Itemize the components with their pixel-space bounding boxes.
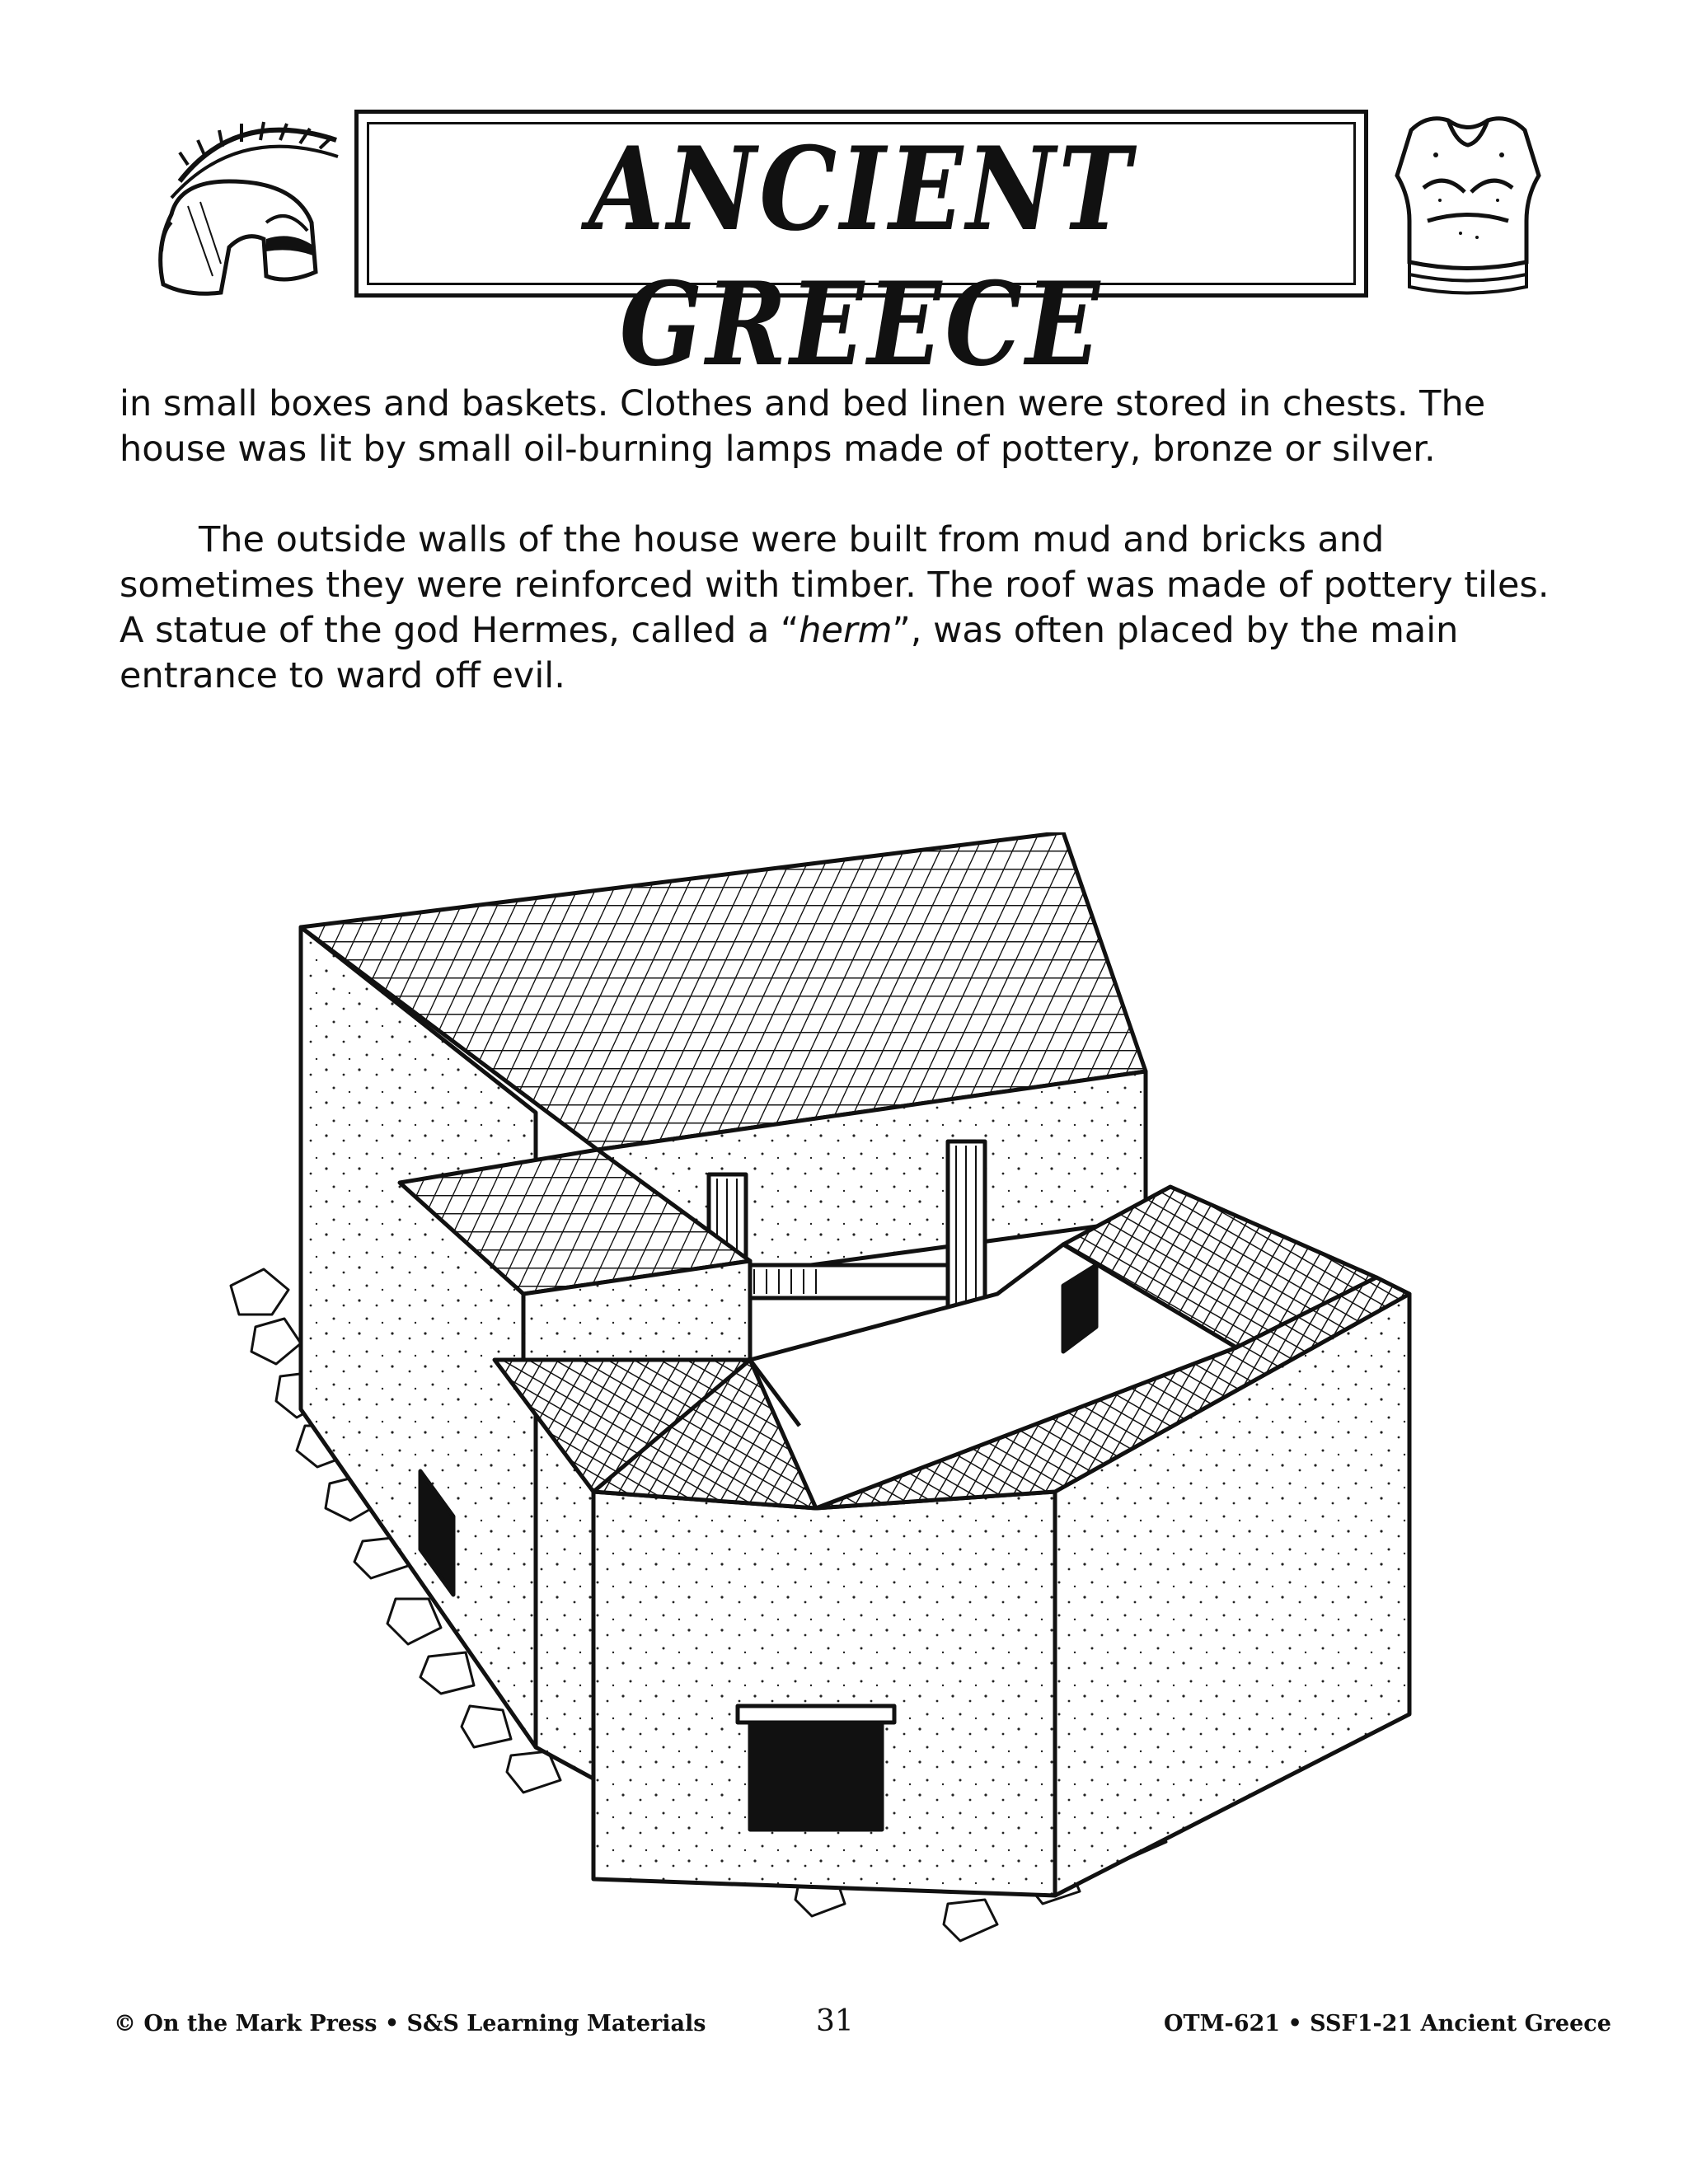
page-title: ANCIENT GREECE <box>588 120 1135 392</box>
paragraph-2 <box>120 518 1570 699</box>
paragraph-2-text: The outside walls of the house were built from mud and bricks and sometimes they were reinforced with timber. The roof was made of pottery tiles. A statue of the god Hermes, called a “ <box>120 519 1550 651</box>
spartan-helmet-icon <box>122 107 353 305</box>
herm-term: herm <box>799 610 893 651</box>
breastplate-armor-icon <box>1378 97 1558 303</box>
footer-series: OTM-621 • SSF1-21 Ancient Greece <box>1164 2011 1611 2036</box>
greek-house-illustration <box>223 832 1434 1961</box>
paragraph-2-ending: ”, was often placed by the main entrance to ward off evil. <box>120 610 1459 696</box>
footer-copyright: © On the Mark Press • S&S Learning Materials <box>114 2011 706 2036</box>
page-number: 31 <box>816 2004 854 2038</box>
paragraph-1: in small boxes and baskets. Clothes and bed linen were stored in chests. The house was lit by small oil-burning lamps made of pottery, bronze or silver. <box>120 383 1486 470</box>
title-box <box>354 110 1368 392</box>
